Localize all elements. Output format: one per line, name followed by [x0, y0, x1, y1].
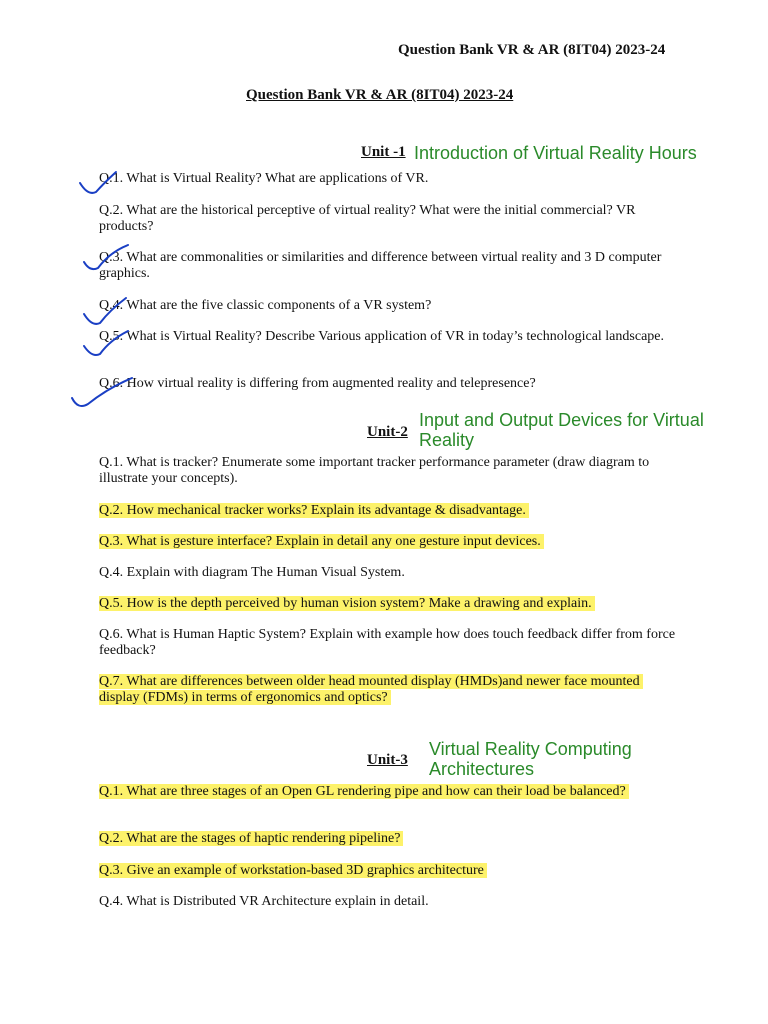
- question-item: Q.1. What is tracker? Enumerate some important tracker performance parameter (draw diagram to illustrate your concepts).: [99, 455, 650, 486]
- unit-3-label: Unit-3: [367, 752, 408, 768]
- unit-2-label: Unit-2: [367, 424, 408, 440]
- highlighted-text: Q.3. What is gesture interface? Explain in detail any one gesture input devices.: [99, 534, 544, 549]
- question-item: Q.4. Explain with diagram The Human Visual System.: [99, 565, 405, 580]
- highlighted-text: Q.1. What are three stages of an Open GL rendering pipe and how can their load be balanced?: [99, 784, 629, 799]
- question-item: [99, 534, 679, 550]
- document-title: Question Bank VR & AR (8IT04) 2023-24: [246, 87, 514, 103]
- question-item: [99, 784, 679, 800]
- question-item: Q.6. What is Human Haptic System? Explain with example how does touch feedback differ from force feedback?: [99, 627, 676, 658]
- unit-2-topic: Input and Output Devices for Virtual Reality: [419, 410, 704, 450]
- question-item: Q.6. How virtual reality is differing from augmented reality and telepresence?: [99, 376, 536, 391]
- highlighted-text: Q.5. How is the depth perceived by human vision system? Make a drawing and explain.: [99, 596, 595, 611]
- highlighted-text: Q.3. Give an example of workstation-based 3D graphics architecture: [99, 863, 487, 878]
- highlighted-text: Q.2. How mechanical tracker works? Explain its advantage & disadvantage.: [99, 503, 529, 518]
- question-item: Q.1. What is Virtual Reality? What are applications of VR.: [99, 171, 429, 186]
- question-item: Q.4. What are the five classic components of a VR system?: [99, 298, 432, 313]
- unit-1-topic: Introduction of Virtual Reality Hours: [414, 143, 697, 163]
- question-item: Q.2. What are the historical perceptive of virtual reality? What were the initial commercial? VR products?: [99, 203, 636, 234]
- question-item: [99, 831, 679, 847]
- unit-1-label: Unit -1: [361, 144, 406, 160]
- question-item: Q.4. What is Distributed VR Architecture explain in detail.: [99, 894, 429, 909]
- highlighted-text: Q.7. What are differences between older head mounted display (HMDs)and newer face mounted display (FDMs) in terms of ergonomics and optics?: [99, 674, 643, 705]
- question-item: [99, 863, 679, 879]
- highlighted-text: Q.2. What are the stages of haptic rendering pipeline?: [99, 831, 403, 846]
- page-header: Question Bank VR & AR (8IT04) 2023-24: [398, 42, 666, 58]
- question-item: [99, 674, 679, 706]
- question-item: [99, 596, 679, 612]
- question-item: Q.5. What is Virtual Reality? Describe Various application of VR in today’s technological landscape.: [99, 329, 664, 344]
- question-item: Q.3. What are commonalities or similarities and difference between virtual reality and 3 D computer graphics.: [99, 250, 662, 281]
- question-item: [99, 503, 679, 519]
- unit-3-topic: Virtual Reality Computing Architectures: [429, 739, 632, 779]
